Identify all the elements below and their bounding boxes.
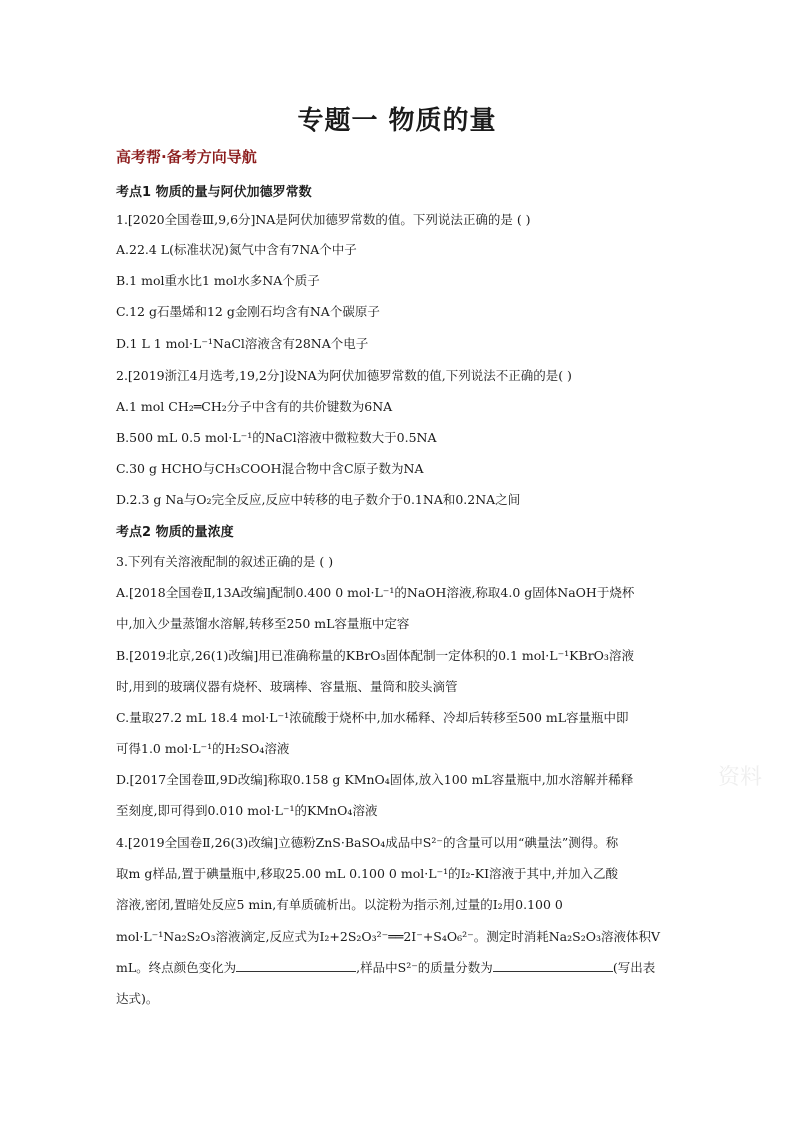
q3-option-b-line1: B.[2019北京,26(1)改编]用已准确称量的KBrO₃固体配制一定体积的0.1 mol·L⁻¹KBrO₃溶液 [116,648,634,663]
q2-option-d: D.2.3 g Na与O₂完全反应,反应中转移的电子数介于0.1NA和0.2NA之间 [116,492,521,507]
q3-stem: 3.下列有关溶液配制的叙述正确的是 ( ) [116,554,334,569]
q3-option-b-line2: 时,用到的玻璃仪器有烧杯、玻璃棒、容量瓶、量筒和胶头滴管 [116,679,458,694]
q3-option-c-line1: C.量取27.2 mL 18.4 mol·L⁻¹浓硫酸于烧杯中,加水稀释、冷却后转移至500 mL容量瓶中即 [116,710,629,725]
q2-stem: 2.[2019浙江4月选考,19,2分]设NA为阿伏加德罗常数的值,下列说法不正确的是( ) [116,368,572,383]
section-heading-1: 考点1 物质的量与阿伏加德罗常数 [116,185,312,200]
q3-option-a-line2: 中,加入少量蒸馏水溶解,转移至250 mL容量瓶中定容 [116,616,410,631]
page-title: 专题一 物质的量 [297,106,497,136]
q3-option-d-line1: D.[2017全国卷Ⅲ,9D改编]称取0.158 g KMnO₄固体,放入100 mL容量瓶中,加水溶解并稀释 [116,772,634,787]
q4-line5-part3: (写出表 [612,960,656,975]
q4-line4: mol·L⁻¹Na₂S₂O₃溶液滴定,反应式为I₂+2S₂O₃²⁻══2I⁻+S₄O₆²⁻。测定时消耗Na₂S₂O₃溶液体积V [116,929,661,944]
q1-option-a: A.22.4 L(标准状况)氮气中含有7NA个中子 [116,242,357,257]
q2-option-b: B.500 mL 0.5 mol·L⁻¹的NaCl溶液中微粒数大于0.5NA [116,430,437,445]
nav-heading: 高考帮·备考方向导航 [116,148,257,166]
q4-line5-part2: ,样品中S²⁻的质量分数为 [356,960,493,975]
q4-line1: 4.[2019全国卷Ⅱ,26(3)改编]立德粉ZnS·BaSO₄成品中S²⁻的含量可以用“碘量法”测得。称 [116,835,619,850]
q1-option-d: D.1 L 1 mol·L⁻¹NaCl溶液含有28NA个电子 [116,336,369,351]
q3-option-d-line2: 至刻度,即可得到0.010 mol·L⁻¹的KMnO₄溶液 [116,803,378,818]
q1-stem: 1.[2020全国卷Ⅲ,9,6分]NA是阿伏加德罗常数的值。下列说法正确的是 ( ) [116,212,531,227]
q3-option-a-line1: A.[2018全国卷Ⅱ,13A改编]配制0.400 0 mol·L⁻¹的NaOH溶液,称取4.0 g固体NaOH于烧杯 [116,585,635,600]
answer-blank-1[interactable] [236,959,356,972]
q1-option-c: C.12 g石墨烯和12 g金刚石均含有NA个碳原子 [116,304,380,319]
q4-line6: 达式)。 [116,991,159,1006]
q4-line5-part1: mL。终点颜色变化为 [116,960,237,975]
section-heading-2: 考点2 物质的量浓度 [116,525,234,540]
q4-line2: 取m g样品,置于碘量瓶中,移取25.00 mL 0.100 0 mol·L⁻¹的I₂-KI溶液于其中,并加入乙酸 [116,866,619,881]
q2-option-c: C.30 g HCHO与CH₃COOH混合物中含C原子数为NA [116,461,424,476]
q4-line5 [116,958,655,976]
answer-blank-2[interactable] [493,959,613,972]
q2-option-a: A.1 mol CH₂═CH₂分子中含有的共价键数为6NA [116,399,393,414]
q1-option-b: B.1 mol重水比1 mol水多NA个质子 [116,273,320,288]
watermark-text: 资料 [718,765,763,790]
q4-line3: 溶液,密闭,置暗处反应5 min,有单质硫析出。以淀粉为指示剂,过量的I₂用0.100 0 [116,897,563,912]
q3-option-c-line2: 可得1.0 mol·L⁻¹的H₂SO₄溶液 [116,741,290,756]
